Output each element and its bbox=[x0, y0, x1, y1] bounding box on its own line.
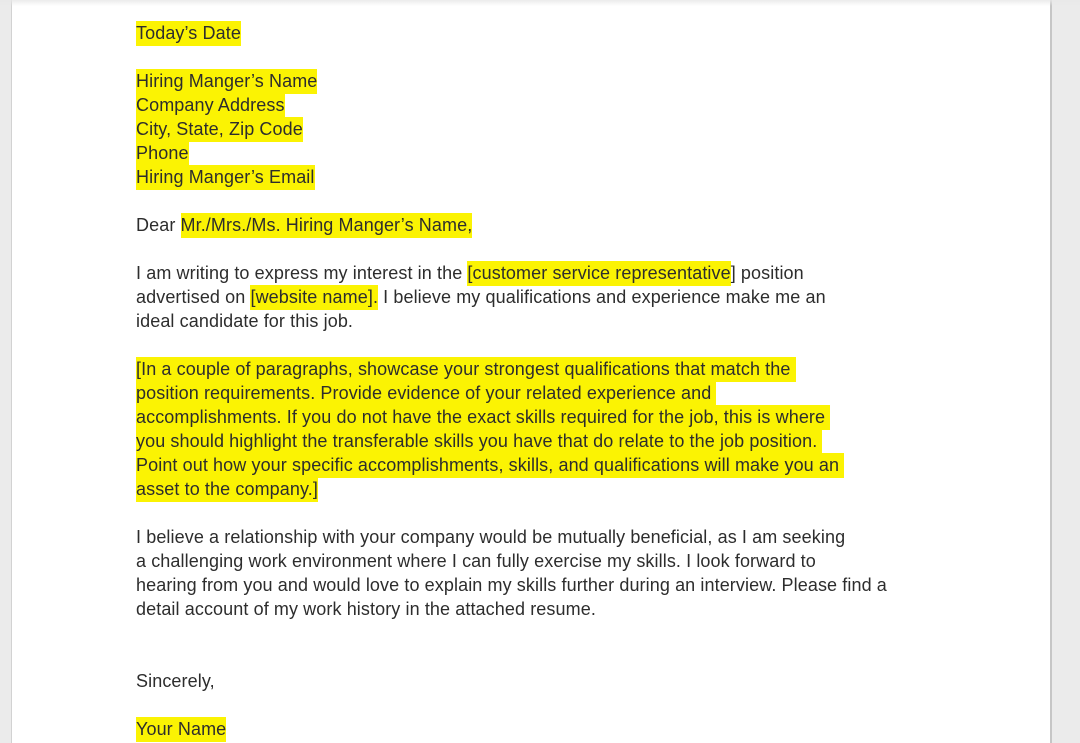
blank-line bbox=[136, 333, 1008, 357]
highlighted-text: Today’s Date bbox=[136, 21, 241, 46]
highlighted-text: [website name]. bbox=[250, 285, 378, 310]
plain-text: a challenging work environment where I can fully exercise my skills. I look forward to bbox=[136, 551, 816, 571]
document-text bbox=[13, 21, 1048, 741]
highlighted-text: accomplishments. If you do not have the exact skills required for the job, this is where bbox=[136, 405, 830, 430]
document-line bbox=[136, 477, 1008, 501]
highlighted-text: Hiring Manger’s Email bbox=[136, 165, 315, 190]
document-line bbox=[136, 405, 1008, 429]
plain-text: I believe a relationship with your company would be mutually beneficial, as I am seeking bbox=[136, 527, 846, 547]
highlighted-text: Phone bbox=[136, 141, 189, 166]
blank-line bbox=[136, 237, 1008, 261]
document-line bbox=[136, 549, 1008, 573]
plain-text: Dear bbox=[136, 215, 181, 235]
highlighted-text: Hiring Manger’s Name bbox=[136, 69, 317, 94]
document-line bbox=[136, 357, 1008, 381]
plain-text: ideal candidate for this job. bbox=[136, 311, 354, 331]
highlighted-text: position requirements. Provide evidence of your related experience and bbox=[136, 381, 716, 406]
document-line bbox=[136, 717, 1008, 741]
highlighted-text: Your Name bbox=[136, 717, 226, 742]
blank-line bbox=[136, 621, 1008, 645]
highlighted-text: [customer service representative bbox=[467, 261, 730, 286]
document-line bbox=[136, 93, 1008, 117]
document-line bbox=[136, 453, 1008, 477]
plain-text: detail account of my work history in the attached resume. bbox=[136, 599, 596, 619]
highlighted-text: Point out how your specific accomplishments, skills, and qualifications will make you an bbox=[136, 453, 844, 478]
left-margin-gutter bbox=[0, 0, 12, 743]
highlighted-text: [In a couple of paragraphs, showcase your strongest qualifications that match the bbox=[136, 357, 796, 382]
blank-line bbox=[136, 45, 1008, 69]
blank-line bbox=[136, 693, 1008, 717]
highlighted-text: you should highlight the transferable skills you have that do relate to the job position. bbox=[136, 429, 822, 454]
plain-text: I believe my qualifications and experience make me an bbox=[378, 287, 826, 307]
document-line bbox=[136, 285, 1008, 309]
plain-text: advertised on bbox=[136, 287, 251, 307]
plain-text: hearing from you and would love to explain my skills further during an interview. Please find a bbox=[136, 575, 887, 595]
blank-line bbox=[136, 501, 1008, 525]
document-line bbox=[136, 117, 1008, 141]
highlighted-text: Company Address bbox=[136, 93, 285, 118]
plain-text: I am writing to express my interest in the bbox=[136, 263, 468, 283]
plain-text: Sincerely, bbox=[136, 671, 215, 691]
document-line bbox=[136, 381, 1008, 405]
document-line bbox=[136, 213, 1008, 237]
right-margin-gutter bbox=[1050, 0, 1080, 743]
document-line bbox=[136, 165, 1008, 189]
highlighted-text: asset to the company.] bbox=[136, 477, 318, 502]
document-line bbox=[136, 141, 1008, 165]
document-line bbox=[136, 573, 1008, 597]
document-line bbox=[136, 261, 1008, 285]
document-line bbox=[136, 309, 1008, 333]
document-line bbox=[136, 525, 1008, 549]
plain-text: ] position bbox=[730, 263, 804, 283]
document-page[interactable] bbox=[13, 0, 1048, 743]
blank-line bbox=[136, 645, 1008, 669]
document-line bbox=[136, 429, 1008, 453]
highlighted-text: Mr./Mrs./Ms. Hiring Manger’s Name, bbox=[181, 213, 473, 238]
document-line bbox=[136, 21, 1008, 45]
highlighted-text: City, State, Zip Code bbox=[136, 117, 303, 142]
document-line bbox=[136, 597, 1008, 621]
document-line bbox=[136, 669, 1008, 693]
blank-line bbox=[136, 189, 1008, 213]
document-line bbox=[136, 69, 1008, 93]
